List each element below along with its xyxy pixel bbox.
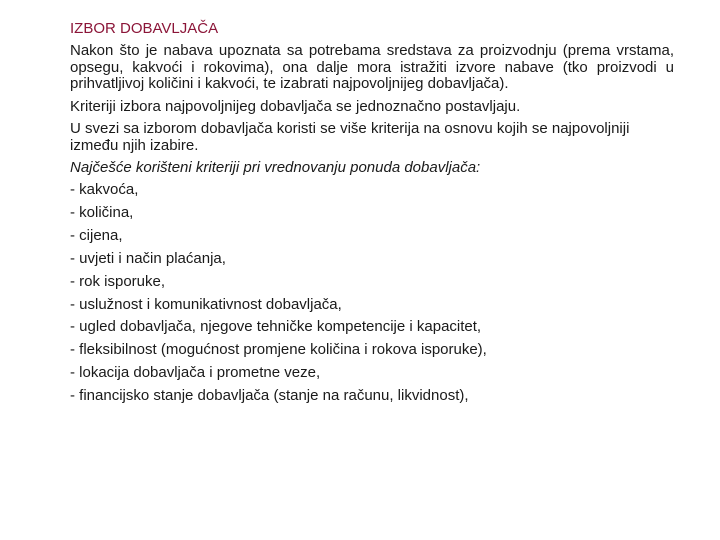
list-item: - cijena, [70,226,123,244]
list-item: - ugled dobavljača, njegove tehničke kompetencije i kapacitet, [70,318,482,336]
list-item: - količina, [70,203,134,221]
slide-content [70,18,674,408]
list-item: - uvjeti i način plaćanja, [70,249,226,267]
criteria-heading: Najčešće korišteni kriteriji pri vrednovanju ponuda dobavljača: [70,159,481,176]
criteria-list [70,179,674,408]
criteria-statement: Kriteriji izbora najpovoljnijeg dobavljača se jednoznačno postavljaju. [70,97,521,115]
slide-title: IZBOR DOBAVLJAČA [70,20,219,37]
list-item: - uslužnost i komunikativnost dobavljača, [70,295,342,313]
list-item: - rok isporuke, [70,272,166,290]
selection-paragraph: U svezi sa izborom dobavljača koristi se više kriterija na osnovu kojih se najpovoljniji između njih izabire. [70,120,630,154]
list-item: - kakvoća, [70,181,139,198]
intro-paragraph: Nakon što je nabava upoznata sa potrebama sredstava za proizvodnju (prema vrstama, opsegu, kakvoći i rokovima), ona dalje mora istražiti izvore nabave (tko proizvodi u prihvatljivoj količini i kakvoći, te izabrati najpovoljnijeg dobavljača). [70,42,674,92]
list-item: - fleksibilnost (mogućnost promjene količina i rokova isporuke), [70,341,487,359]
list-item: - lokacija dobavljača i prometne veze, [70,364,321,382]
list-item: - financijsko stanje dobavljača (stanje na računu, likvidnost), [70,387,469,405]
